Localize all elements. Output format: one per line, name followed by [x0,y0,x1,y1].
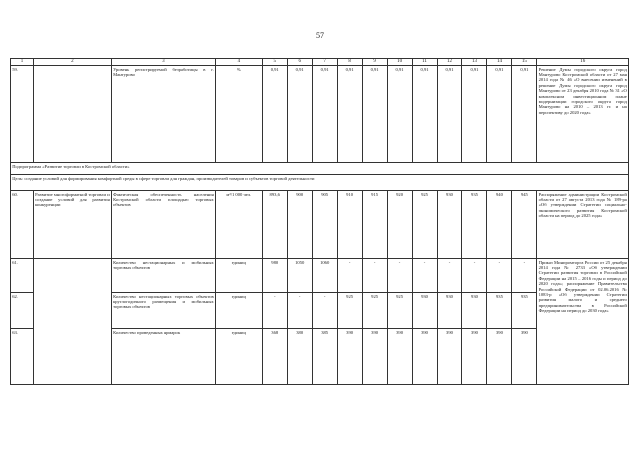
indicators-table [10,58,629,385]
source-document: Решение Думы городского округа город Мантурово Костромской области от 27 мая 2014 года № 46 «О внесении изменений в решение Думы городского округа город Мантурово от 23 декабря 2010 года № 31 «О комплексном инвестиционном плане модернизации городского округа город Мантурово на 2010 – 2013 гг. и на перспективу до 2020 года» [537,66,629,163]
indicator-name: Количество проведенных ярмарок [111,329,215,385]
unit: м²/1 000 чел. [215,191,262,259]
column-number: 15 [512,59,537,66]
year-value: 910 [337,191,362,259]
year-value: 1050 [287,259,312,293]
year-value: 390 [337,329,362,385]
task-cell [33,66,111,163]
row-number: 63. [11,329,34,385]
year-value: 0,91 [387,66,412,163]
column-number: 6 [287,59,312,66]
source-document: Приказ Минпромторга России от 25 декабря 2014 года № 2733 «Об утверждении Стратегии развития торговли в Российской Федерации на 2015 – 2016 годы и период до 2020 года»; распоряжение Правительства Российской Федерации от 02.06.2016 № 1083-р «Об утверждении Стратегии развития малого и среднего предпринимательства в Российской Федерации на период до 2030 года» [537,259,629,385]
year-value: 390 [412,329,437,385]
subprogram-row [11,163,629,175]
column-number: 7 [312,59,337,66]
year-value: 980 [262,259,287,293]
year-value: - [487,259,512,293]
unit: % [215,66,262,163]
year-value: 390 [487,329,512,385]
column-number: 8 [337,59,362,66]
year-value: 0,91 [512,66,537,163]
table-row [11,66,629,163]
year-value: 930 [412,293,437,329]
goal-row [11,175,629,191]
column-number: 9 [362,59,387,66]
year-value: 925 [412,191,437,259]
column-number: 2 [33,59,111,66]
goal-text: Цель: создание условий для формирования комфортной среды в сфере торговли для граждан, производителей товаров и субъектов торговой деятельности [11,175,629,191]
year-value: - [512,259,537,293]
year-value: - [337,259,362,293]
year-value: 0,91 [312,66,337,163]
year-value: 0,91 [337,66,362,163]
year-value: 920 [387,191,412,259]
indicator-name: Фактическая обеспеченность населения Костромской области площадью торговых объектов [111,191,215,259]
year-value: 930 [437,191,462,259]
year-value: 0,91 [362,66,387,163]
year-value: 905 [312,191,337,259]
indicator-name: Количество нестационарных торговых объектов круглогодичного размещения и мобильных торговых объектов [111,293,215,329]
row-number: 59. [11,66,34,163]
year-value: - [262,293,287,329]
year-value: 915 [362,191,387,259]
year-value: 0,91 [462,66,487,163]
row-number: 62. [11,293,34,329]
year-value: 930 [437,293,462,329]
year-value: 925 [362,293,387,329]
unit: единиц [215,259,262,293]
year-value: - [387,259,412,293]
year-value: 925 [387,293,412,329]
year-value: 1060 [312,259,337,293]
year-value: 385 [312,329,337,385]
year-value: - [312,293,337,329]
column-number: 4 [215,59,262,66]
table-row [11,191,629,259]
column-number: 1 [11,59,34,66]
row-number: 61. [11,259,34,293]
year-value: 925 [337,293,362,329]
year-value: - [412,259,437,293]
year-value: 935 [462,191,487,259]
year-value: 935 [487,293,512,329]
task-cell: Развитие многоформатной торговли и создание условий для развития конкуренции [33,191,111,259]
column-number: 10 [387,59,412,66]
column-number-row [11,59,629,66]
year-value: 0,91 [287,66,312,163]
year-value: - [287,293,312,329]
year-value: 368 [262,329,287,385]
unit: единиц [215,293,262,329]
year-value: 380 [287,329,312,385]
page-number: 57 [316,31,324,40]
row-number: 60. [11,191,34,259]
unit: единиц [215,329,262,385]
indicator-name: Уровень регистрируемой безработицы в г. Мантурово [111,66,215,163]
year-value: - [462,259,487,293]
year-value: 390 [362,329,387,385]
year-value: 945 [512,191,537,259]
source-document: Распоряжение администрации Костромской области от 27 августа 2013 года № 189-ра «Об утверждении Стратегии социально-экономического развития Костромской области на период до 2025 года» [537,191,629,259]
column-number: 3 [111,59,215,66]
subprogram-title: Подпрограмма «Развитие торговли в Костромской области» [11,163,629,175]
table-row [11,259,629,293]
year-value: 930 [462,293,487,329]
column-number: 14 [487,59,512,66]
year-value: 893,6 [262,191,287,259]
column-number: 12 [437,59,462,66]
indicator-name: Количество нестационарных и мобильных торговых объектов [111,259,215,293]
column-number: 16 [537,59,629,66]
year-value: 390 [437,329,462,385]
year-value: 0,91 [412,66,437,163]
year-value: 0,91 [487,66,512,163]
year-value: 390 [387,329,412,385]
year-value: 935 [512,293,537,329]
column-number: 11 [412,59,437,66]
column-number: 5 [262,59,287,66]
year-value: 390 [512,329,537,385]
column-number: 13 [462,59,487,66]
year-value: 900 [287,191,312,259]
year-value: - [437,259,462,293]
year-value: 0,91 [437,66,462,163]
year-value: 0,91 [262,66,287,163]
task-cell [33,259,111,385]
year-value: - [362,259,387,293]
year-value: 390 [462,329,487,385]
year-value: 940 [487,191,512,259]
